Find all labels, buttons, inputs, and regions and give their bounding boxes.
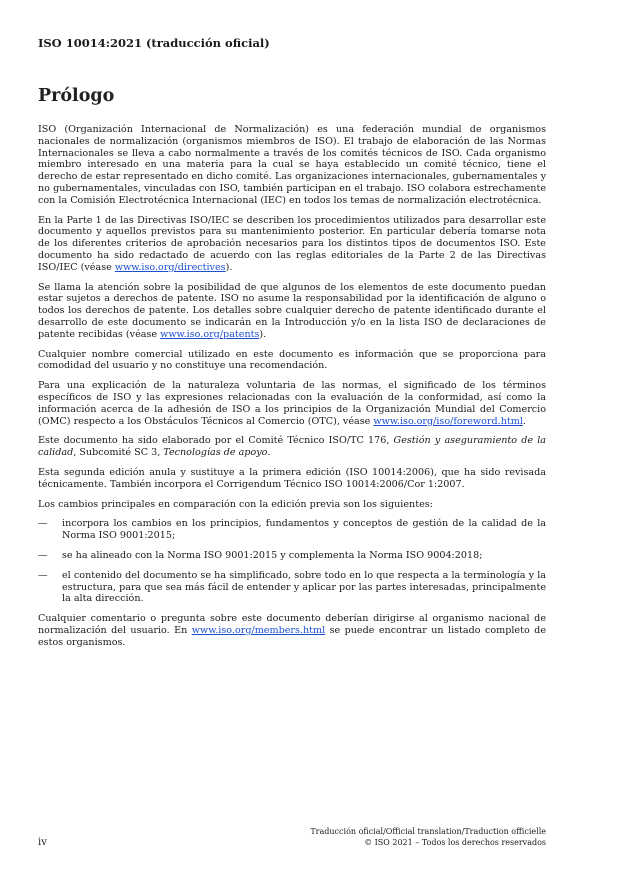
list-item <box>38 550 546 562</box>
paragraph-edition: Esta segunda edición anula y sustituye a la primera edición (ISO 10014:2006), que ha sido revisada técnicamente. También incorpora el Corrigendum Técnico ISO 10014:2006/Cor 1:2007. <box>38 466 546 490</box>
paragraph-patents <box>38 282 546 341</box>
paragraph-changes-intro: Los cambios principales en comparación con la edición previa son los siguientes: <box>38 498 433 510</box>
translation-note: Traducción oficial/Official translation/Traduction officielle <box>310 827 546 836</box>
paragraph-directives <box>38 215 546 274</box>
list-item <box>38 570 546 605</box>
list-item-text: el contenido del documento se ha simplificado, sobre todo en lo que respecta a la terminología y la estructura, para que sea más fácil de entender y aplicar por las partes interesadas, principalmente la alta dirección. <box>62 569 546 605</box>
paragraph-text: Este documento ha sido elaborado por el Comité Técnico ISO/TC 176, <box>38 435 394 447</box>
paragraph-text: Para una explicación de la naturaleza voluntaria de las normas, el significado de los términos específicos de ISO y las expresiones relacionadas con la evaluación de la conformidad, así como la información acerca de la adhesión de ISO a los principios de la Organización Mundial del Comercio (OMC) respecto a los Obstáculos Técnicos al Comercio (OTC), véase <box>38 380 546 427</box>
paragraph-committee <box>38 435 546 459</box>
patents-link[interactable]: www.iso.org/patents <box>160 328 260 340</box>
paragraph-text: Cualquier comentario o pregunta sobre este documento deberían dirigirse al organismo nacional de normalización del usuario. En <box>38 613 546 636</box>
paragraph-voluntary-nature <box>38 380 546 427</box>
paragraph-end: ). <box>259 328 267 340</box>
subcommittee-name: Tecnologías de apoyo <box>163 447 268 459</box>
paragraph-end: . <box>267 447 271 459</box>
paragraph-text: Se llama la atención sobre la posibilidad de que algunos de los elementos de este documento puedan estar sujetos a derechos de patente. ISO no asume la responsabilidad por la identificación de alguno o todos los derechos de patente. Los detalles sobre cualquier derecho de patente identificado durante el desarrollo de este documento se indicarán en la Introducción y/o en la lista ISO de declaraciones de patente recibidas (véase <box>38 281 546 340</box>
paragraph-trade-names: Cualquier nombre comercial utilizado en este documento es información que se proporciona para comodidad del usuario y no constituye una recomendación. <box>38 348 546 372</box>
committee-name: Gestión y aseguramiento de la calidad <box>38 435 547 459</box>
directives-link[interactable]: www.iso.org/directives <box>114 261 226 273</box>
paragraph-end: se puede encontrar un listado completo de estos organismos. <box>38 624 546 648</box>
copyright-notice: © ISO 2021 – Todos los derechos reservados <box>364 838 546 847</box>
page-number: iv <box>38 837 47 848</box>
paragraph-mid: , Subcomité SC 3, <box>73 447 164 459</box>
foreword-link[interactable]: www.iso.org/iso/foreword.html <box>373 415 523 427</box>
list-item <box>38 518 546 542</box>
footer-notice <box>310 826 546 848</box>
page-title: Prólogo <box>38 86 115 106</box>
document-body <box>38 124 546 656</box>
paragraph-end: ). <box>225 261 233 273</box>
paragraph-end: . <box>522 415 526 427</box>
list-dash: — <box>38 549 48 561</box>
document-header: ISO 10014:2021 (traducción oficial) <box>38 36 270 50</box>
list-item-text: incorpora los cambios en los principios, fundamentos y conceptos de gestión de la calidad de la Norma ISO 9001:2015; <box>62 518 546 542</box>
list-dash: — <box>38 518 48 530</box>
paragraph-text: En la Parte 1 de las Directivas ISO/IEC se describen los procedimientos utilizados para desarrollar este documento y aquellos previstos para su mantenimiento posterior. En particular debería tomarse nota de los diferentes criterios de aprobación necesarios para los distintos tipos de documentos ISO. Este documento ha sido redactado de acuerdo con las reglas editoriales de la Parte 2 de las Directivas ISO/IEC (véase <box>38 214 546 273</box>
list-item-text: se ha alineado con la Norma ISO 9001:2015 y complementa la Norma ISO 9004:2018; <box>62 549 483 561</box>
paragraph-iso-intro: ISO (Organización Internacional de Normalización) es una federación mundial de organismos nacionales de normalización (organismos miembros de ISO). El trabajo de elaboración de las Normas Internacionales se lleva a cabo normalmente a través de los comités técnicos de ISO. Cada organismo miembro interesado en una materia para la cual se haya establecido un comité técnico, tiene el derecho de estar representado en dicho comité. Las organizaciones internacionales, gubernamentales y no gubernamentales, vinculadas con ISO, también participan en el trabajo. ISO colabora estrechamente con la Comisión Electrotécnica Internacional (IEC) en todos los temas de normalización electrotécnica. <box>38 124 546 206</box>
list-dash: — <box>38 569 48 581</box>
paragraph-comments <box>38 613 546 648</box>
members-link[interactable]: www.iso.org/members.html <box>191 624 326 636</box>
